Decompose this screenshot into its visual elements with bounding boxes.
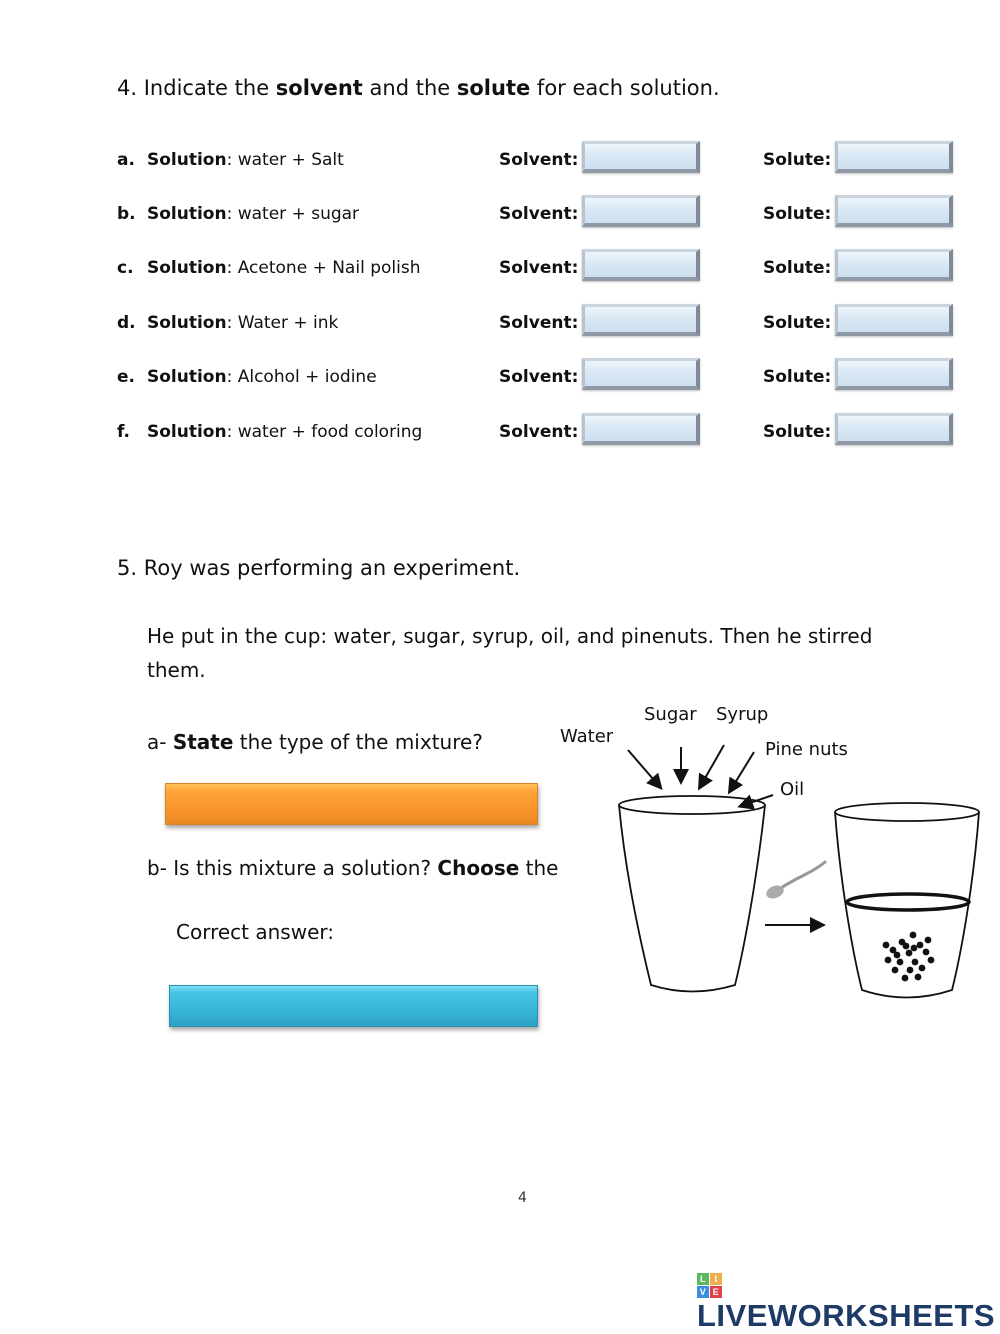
- diagram-label-oil: Oil: [780, 779, 805, 800]
- row-letter: c.: [117, 258, 134, 278]
- question-5-paragraph-line-1: He put in the cup: water, sugar, syrup, oil, and pinenuts. Then he stirred: [147, 624, 873, 648]
- solute-label: Solute:: [763, 367, 832, 387]
- solution-text: : water + sugar: [226, 204, 360, 224]
- cup-after: [835, 803, 979, 998]
- part-b-prompt: b- Is this mixture a solution? Choose the: [147, 856, 559, 880]
- liveworksheets-logo[interactable]: L I V E LIVEWORKSHEETS: [697, 1274, 996, 1333]
- solution-text: : Water + ink: [226, 313, 339, 333]
- diagram-label-syrup: Syrup: [716, 704, 769, 725]
- solution-label: Solution: [147, 313, 227, 333]
- question-5-title: 5. Roy was performing an experiment.: [117, 556, 521, 580]
- pine-nuts-cluster: [883, 932, 935, 982]
- solute-label: Solute:: [763, 204, 832, 224]
- pine-nut: [910, 932, 917, 939]
- pine-nut: [885, 957, 892, 964]
- question-5-paragraph-line-2: them.: [147, 658, 206, 682]
- solution-text: : water + food coloring: [226, 422, 423, 442]
- solute-label: Solute:: [763, 150, 832, 170]
- solvent-label: Solvent:: [499, 313, 579, 333]
- pine-nut: [907, 967, 914, 974]
- arrow-water: [628, 750, 660, 787]
- part-a-prompt: a- State the type of the mixture?: [147, 730, 483, 754]
- row-letter: b.: [117, 204, 136, 224]
- solution-label: Solution: [147, 258, 227, 278]
- pine-nut: [894, 952, 901, 959]
- diagram-label-pine-nuts: Pine nuts: [765, 739, 848, 760]
- row-letter: a.: [117, 150, 135, 170]
- pine-nut: [912, 959, 919, 966]
- pine-nut: [906, 950, 913, 957]
- pine-nut: [915, 974, 922, 981]
- row-letter: e.: [117, 367, 135, 387]
- pine-nut: [928, 957, 935, 964]
- diagram-label-water: Water: [560, 726, 614, 747]
- arrow-pine-nuts: [730, 752, 754, 791]
- oil-layer: [847, 894, 969, 910]
- pine-nut: [883, 942, 890, 949]
- solution-label: Solution: [147, 150, 227, 170]
- page-number: 4: [518, 1190, 527, 1206]
- pine-nut: [923, 949, 930, 956]
- pine-nut: [902, 975, 909, 982]
- solute-label: Solute:: [763, 422, 832, 442]
- solution-label: Solution: [147, 204, 227, 224]
- pine-nut: [925, 937, 932, 944]
- solute-label: Solute:: [763, 313, 832, 333]
- solvent-label: Solvent:: [499, 367, 579, 387]
- solution-label: Solution: [147, 422, 227, 442]
- diagram-label-sugar: Sugar: [644, 704, 697, 725]
- spoon-icon: [764, 862, 825, 901]
- question-number: 4.: [117, 76, 138, 100]
- pine-nut: [892, 967, 899, 974]
- pine-nut: [919, 965, 926, 972]
- row-letter: d.: [117, 313, 136, 333]
- row-letter: f.: [117, 422, 130, 442]
- solution-text: : Acetone + Nail polish: [226, 258, 421, 278]
- solvent-label: Solvent:: [499, 258, 579, 278]
- solution-label: Solution: [147, 367, 227, 387]
- arrow-syrup: [700, 745, 724, 787]
- pine-nut: [897, 959, 904, 966]
- solvent-label: Solvent:: [499, 150, 579, 170]
- pine-nut: [903, 943, 910, 950]
- pine-nut: [917, 942, 924, 949]
- solution-text: : Alcohol + iodine: [226, 367, 377, 387]
- logo-tiles-icon: L I V E: [697, 1273, 722, 1298]
- solvent-label: Solvent:: [499, 422, 579, 442]
- pine-nut: [911, 945, 918, 952]
- cup-before: [619, 796, 765, 992]
- question-4-title: 4. Indicate the solvent and the solute for each solution.: [117, 76, 720, 100]
- solvent-label: Solvent:: [499, 204, 579, 224]
- part-b-correct-answer-label: Correct answer:: [176, 920, 334, 944]
- solute-label: Solute:: [763, 258, 832, 278]
- solution-text: : water + Salt: [226, 150, 344, 170]
